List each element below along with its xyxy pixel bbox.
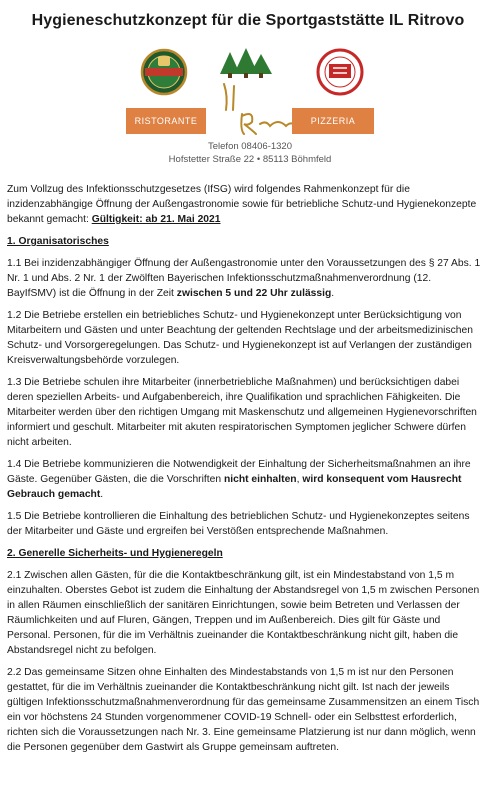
paragraph-2-1: 2.1 Zwischen allen Gästen, für die die Kontaktbeschränkung gilt, ist ein Mindestabstand von 1,5 m einzuhalten. Oberstes Gebot ist zudem die Einhaltung der Abstandsregel von 1,5 m zwischen Personen in allen Räumen einschließlich der sanitären Einrichtungen, sowie beim Betreten und Verlassen der Räumlichkeiten und auf Fluren, Gängen, Treppen und im Außenbereich. Dies gilt für Gäste und Personal. Personen, für die im Verhältnis zueinander die Kontaktbeschränkung nicht gilt, haben die Abstandsregel nicht zu befolgen.	[7, 570, 480, 656]
document-title: Hygieneschutzkonzept für die Sportgaststätte IL Ritrovo	[31, 12, 465, 29]
section-2-heading: 2. Generelle Sicherheits- und Hygieneregeln	[7, 548, 223, 559]
paragraph-1-1	[7, 256, 483, 301]
paragraph-1-1-end: .	[331, 288, 335, 299]
paragraph-1-1-text: 1.1 Bei inzidenzabhängiger Öffnung der Außengastronomie unter den Voraussetzungen des § 27 Abs. 1 Nr. 1 und Abs. 2 Nr. 1 der Zwölften Bayerischen Infektionsschutzmaßnahmenverordnung (12. BayIfSMV) ist die Öffnung in der Zeit	[7, 258, 481, 299]
paragraph-2-2: 2.2 Das gemeinsame Sitzen ohne Einhalten des Mindestabstands von 1,5 m ist nur den Personen gestattet, für die im Verhältnis zueinander die Kontaktbeschränkung nicht gilt. Ist nach der jeweils gültigen Infektionsschutzmaßnahmenverordnung für das gemeinsame Zusammensitzen an einem Tisch ein vor höchstens 24 Stunden vorgenommener COVID-19 Schnell- oder ein Selbsttest erforderlich, richten sich die Voraussetzungen nach Nr. 3. Eine gemeinsame Platzierung ist nur dann möglich, wenn die Personen gegenüber dem Gastwirt als Gruppe gemeinsam auftreten.	[7, 667, 480, 753]
paragraph-1-4-text: 1.4 Die Betriebe kommunizieren die Notwendigkeit der Einhaltung der Sicherheitsmaßnahmen an ihre Gäste. Gegenüber Gästen, die die Vorschriften	[7, 459, 471, 485]
paragraph-1-5: 1.5 Die Betriebe kontrollieren die Einhaltung des betrieblichen Schutz- und Hygienekonzeptes seitens der Mitarbeiter und Gäste und ergreifen bei Verstößen entsprechende Maßnahmen.	[7, 511, 470, 537]
opening-hours: zwischen 5 und 22 Uhr zulässig	[176, 288, 332, 299]
paragraph-1-4-comma: ,	[296, 474, 303, 485]
paragraph-1-3: 1.3 Die Betriebe schulen ihre Mitarbeiter (innerbetriebliche Maßnahmen) und berücksichtigen dabei deren speziellen Arbeits- und Aufgabenbereich, ihre Qualifikation und sprachlichen Fähigkeiten. Die Mitarbeiter werden über den richtigen Umgang mit Maskenschutz und allgemeinen Hygienevorschriften informiert und geschult. Mitarbeiter mit akuten respiratorischen Symptomen jeglicher Schwere dürfen nicht arbeiten.	[7, 377, 477, 448]
herrnbraeu-badge-icon	[142, 50, 186, 94]
intro-text: Zum Vollzug des Infektionsschutzgesetzes (IfSG) wird folgendes Rahmenkonzept für die inzidenzabhängige Öffnung der Außengastronomie sowie für betriebliche Schutz-und Hygienekonzepte bekannt gemacht:	[7, 184, 477, 225]
address: Hofstetter Straße 22 • 85113 Böhmfeld	[168, 154, 332, 165]
nicht-einhalten-emphasis: nicht einhalten	[223, 474, 297, 485]
section-1-heading: 1. Organisatorisches	[7, 236, 109, 247]
pizzeria-label: PIZZERIA	[292, 108, 374, 134]
paragraph-1-4-end: .	[100, 489, 104, 500]
hausrecht-emphasis: wird konsequent vom Hausrecht Gebrauch gemacht	[7, 474, 462, 500]
phone-number: Telefon 08406-1320	[208, 141, 292, 152]
document-body	[7, 182, 483, 762]
fc-seal-badge-icon	[318, 50, 362, 94]
trees-icon	[220, 48, 272, 78]
intro-paragraph	[7, 182, 483, 227]
paragraph-1-2: 1.2 Die Betriebe erstellen ein betriebliches Schutz- und Hygienekonzept unter Berücksichtigung von Mitarbeitern und Gästen und unter Beachtung der geltenden Rechtslage und der arbeitsmedizinischen Schutz- und Vorsorgeregelungen. Das Schutz- und Hygienekonzept ist auf Verlangen der zuständigen Kreisverwaltungsbehörde vorzulegen.	[7, 310, 473, 366]
ristorante-label: RISTORANTE	[126, 108, 206, 134]
paragraph-1-4	[7, 457, 483, 502]
validity-date: Gültigkeit: ab 21. Mai 2021	[91, 214, 221, 225]
